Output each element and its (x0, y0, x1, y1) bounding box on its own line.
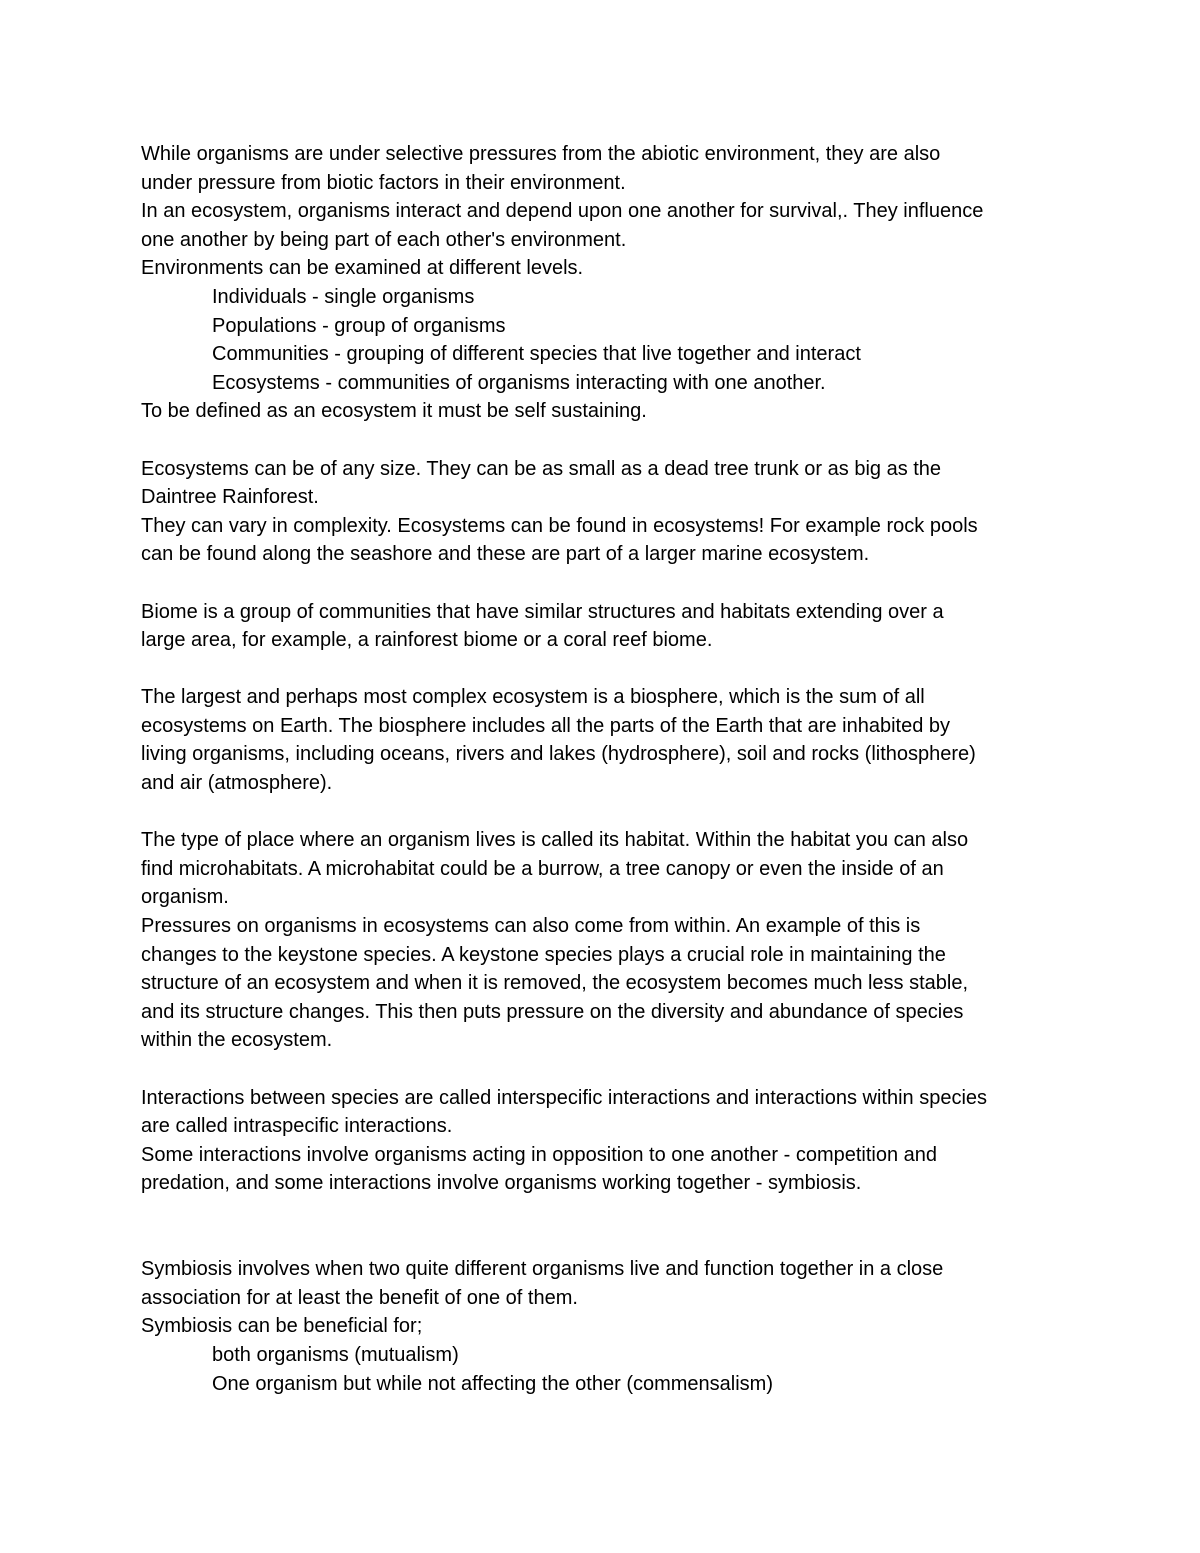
text-line: living organisms, including oceans, rivers and lakes (hydrosphere), soil and rocks (lithosphere) (141, 743, 976, 766)
text-line: The type of place where an organism lives is called its habitat. Within the habitat you can also (141, 829, 969, 852)
text-line: Pressures on organisms in ecosystems can also come from within. An example of this is (141, 915, 921, 938)
text-line: Biome is a group of communities that have similar structures and habitats extending over a (141, 600, 944, 623)
text-line: Interactions between species are called interspecific interactions and interactions within species (141, 1086, 988, 1109)
text-line: and its structure changes. This then puts pressure on the diversity and abundance of species (141, 1000, 964, 1023)
text-line: are called intraspecific interactions. (141, 1115, 453, 1138)
text-line: The largest and perhaps most complex ecosystem is a biosphere, which is the sum of all (141, 686, 925, 709)
paragraph-spacer (141, 798, 1071, 827)
text-line: Symbiosis involves when two quite different organisms live and function together in a close (141, 1258, 944, 1281)
text-line: under pressure from biotic factors in their environment. (141, 171, 626, 194)
text-line: They can vary in complexity. Ecosystems can be found in ecosystems! For example rock pools (141, 514, 978, 537)
paragraph-spacer (141, 1198, 1071, 1255)
text-line: organism. (141, 886, 229, 909)
paragraph-spacer (141, 426, 1071, 455)
text-line: While organisms are under selective pressures from the abiotic environment, they are also (141, 143, 941, 165)
text-line: predation, and some interactions involve organisms working together - symbiosis. (141, 1172, 862, 1195)
text-line: Ecosystems can be of any size. They can be as small as a dead tree trunk or as big as the (141, 457, 942, 480)
text-line: structure of an ecosystem and when it is removed, the ecosystem becomes much less stable, (141, 972, 969, 995)
text-line: Daintree Rainforest. (141, 486, 319, 509)
paragraph-spacer (141, 569, 1071, 598)
list-item: Populations - group of organisms (212, 314, 506, 337)
text-line: To be defined as an ecosystem it must be self sustaining. (141, 400, 647, 423)
text-line: ecosystems on Earth. The biosphere includes all the parts of the Earth that are inhabited by (141, 714, 950, 737)
list-item: both organisms (mutualism) (212, 1343, 459, 1366)
text-line: and air (atmosphere). (141, 772, 333, 795)
list-item: One organism but while not affecting the other (commensalism) (212, 1372, 774, 1395)
text-line: Symbiosis can be beneficial for; (141, 1315, 423, 1338)
list-item: Ecosystems - communities of organisms interacting with one another. (212, 371, 826, 394)
text-line: Environments can be examined at different levels. (141, 257, 584, 280)
list-item: Individuals - single organisms (212, 285, 475, 308)
paragraph-spacer (141, 655, 1071, 684)
text-line: changes to the keystone species. A keystone species plays a crucial role in maintaining the (141, 943, 946, 966)
text-line: large area, for example, a rainforest biome or a coral reef biome. (141, 629, 713, 652)
document-body (141, 140, 1071, 1398)
text-line: one another by being part of each other's environment. (141, 228, 627, 251)
text-line: In an ecosystem, organisms interact and depend upon one another for survival,. They influence (141, 200, 984, 223)
text-line: within the ecosystem. (141, 1029, 333, 1052)
list-item: Communities - grouping of different species that live together and interact (212, 343, 861, 366)
text-line: find microhabitats. A microhabitat could be a burrow, a tree canopy or even the inside of an (141, 857, 944, 880)
paragraph-spacer (141, 1055, 1071, 1084)
text-line: can be found along the seashore and these are part of a larger marine ecosystem. (141, 543, 870, 566)
text-line: association for at least the benefit of one of them. (141, 1286, 578, 1309)
text-line: Some interactions involve organisms acting in opposition to one another - competition and (141, 1143, 938, 1166)
